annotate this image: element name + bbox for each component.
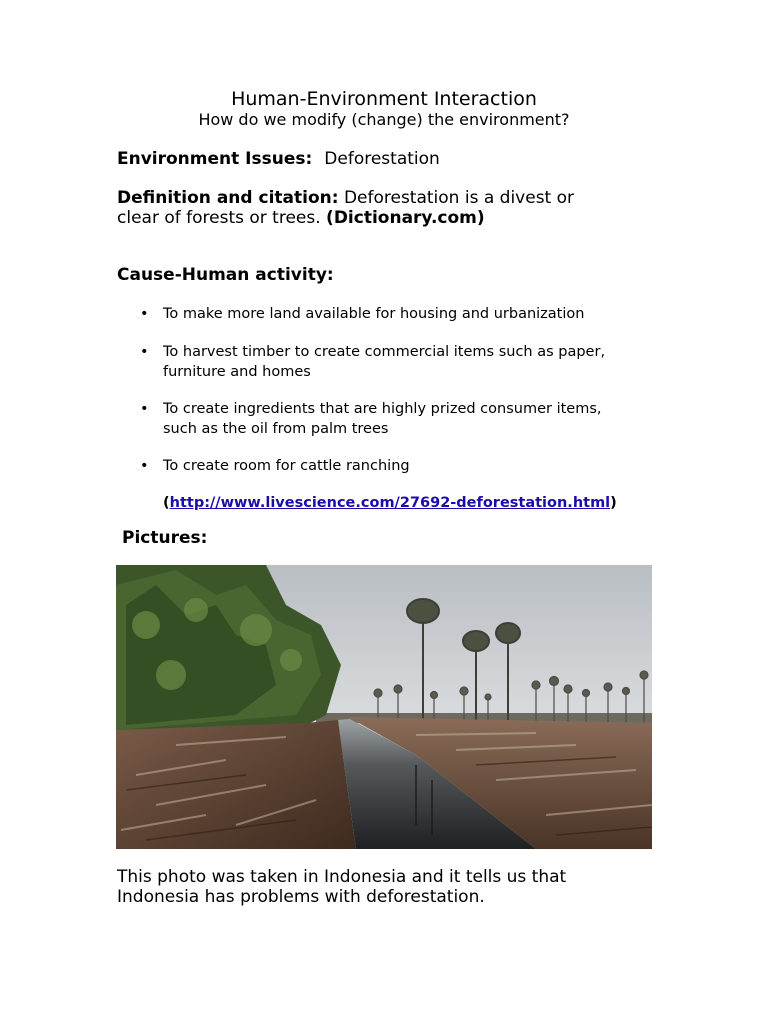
source-citation	[163, 493, 617, 513]
definition-text-2: clear of forests or trees.	[117, 208, 321, 228]
list-item-text: To create room for cattle ranching	[163, 458, 410, 474]
list-item-text	[163, 342, 605, 382]
bullet-icon: •	[140, 306, 149, 322]
list-item-line-1: To create ingredients that are highly prized consumer items,	[163, 401, 602, 417]
deforestation-photo	[116, 565, 652, 849]
pictures-heading: Pictures:	[122, 528, 208, 548]
citation-link[interactable]: http://www.livescience.com/27692-deforestation.html	[169, 495, 611, 511]
list-item-line-1: To harvest timber to create commercial items such as paper,	[163, 344, 606, 360]
deforestation-canal-photo-icon	[116, 565, 652, 849]
issues-label: Environment Issues:	[117, 149, 313, 169]
definition-source: (Dictionary.com)	[326, 208, 485, 228]
bullet-icon: •	[140, 458, 149, 474]
definition-text-1: Deforestation is a divest or	[343, 188, 575, 208]
environment-issues-line	[117, 149, 440, 169]
definition-line-2	[117, 208, 485, 228]
bullet-icon: •	[140, 401, 149, 417]
list-item-text	[163, 399, 602, 439]
issues-value: Deforestation	[324, 149, 440, 169]
list-item-line-2: such as the oil from palm trees	[163, 421, 389, 437]
page-title: Human-Environment Interaction	[231, 88, 537, 110]
list-item-text: To make more land available for housing and urbanization	[163, 306, 585, 322]
cause-heading: Cause-Human activity:	[117, 265, 334, 285]
list-item-line-2: furniture and homes	[163, 364, 311, 380]
citation-close-paren: )	[610, 495, 617, 511]
bullet-icon: •	[140, 344, 149, 360]
photo-caption-line-1: This photo was taken in Indonesia and it tells us that	[117, 867, 567, 887]
definition-line-1	[117, 188, 574, 208]
definition-label: Definition and citation:	[117, 188, 339, 208]
page-subtitle: How do we modify (change) the environment?	[198, 110, 570, 129]
photo-caption-line-2: Indonesia has problems with deforestation.	[117, 887, 485, 907]
citation-open-paren: (	[163, 495, 170, 511]
